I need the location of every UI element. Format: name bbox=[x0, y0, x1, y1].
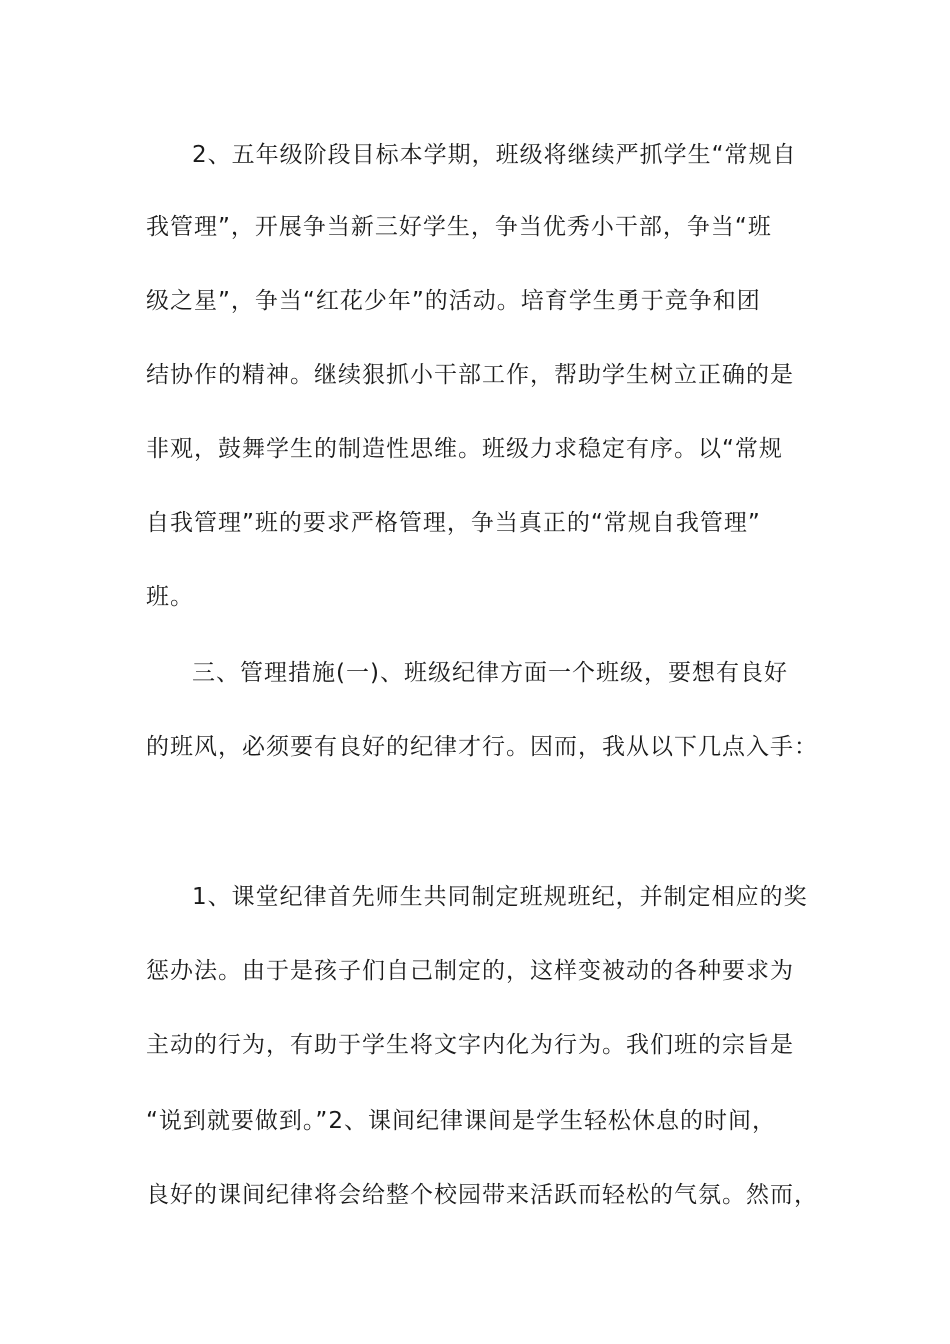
paragraph-3-line-2: 惩办法。由于是孩子们自己制定的，这样变被动的各种要求为 bbox=[146, 958, 794, 984]
paragraph-1-line-3: 级之星”，争当“红花少年”的活动。培育学生勇于竞争和团 bbox=[146, 288, 761, 314]
paragraph-1-line-5: 非观，鼓舞学生的制造性思维。班级力求稳定有序。以“常规 bbox=[146, 436, 783, 462]
paragraph-1-line-6: 自我管理”班的要求严格管理，争当真正的“常规自我管理” bbox=[146, 510, 761, 536]
paragraph-3-line-3: 主动的行为，有助于学生将文字内化为行为。我们班的宗旨是 bbox=[146, 1032, 794, 1058]
paragraph-2-line-1: 三、管理措施(一)、班级纪律方面一个班级，要想有良好 bbox=[192, 660, 788, 686]
paragraph-1-line-7: 班。 bbox=[146, 584, 194, 610]
paragraph-1-line-1: 2、五年级阶段目标本学期，班级将继续严抓学生“常规自 bbox=[192, 142, 797, 168]
paragraph-1-line-4: 结协作的精神。继续狠抓小干部工作，帮助学生树立正确的是 bbox=[146, 362, 794, 388]
paragraph-3-line-1: 1、课堂纪律首先师生共同制定班规班纪，并制定相应的奖 bbox=[192, 884, 808, 910]
paragraph-3-line-5: 良好的课间纪律将会给整个校园带来活跃而轻松的气氛。然而， bbox=[146, 1182, 818, 1208]
paragraph-1-line-2: 我管理”，开展争当新三好学生，争当优秀小干部，争当“班 bbox=[146, 214, 772, 240]
paragraph-2-line-2: 的班风，必须要有良好的纪律才行。因而，我从以下几点入手： bbox=[146, 734, 818, 760]
paragraph-3-line-4: “说到就要做到。”2、课间纪律课间是学生轻松休息的时间， bbox=[146, 1108, 776, 1134]
